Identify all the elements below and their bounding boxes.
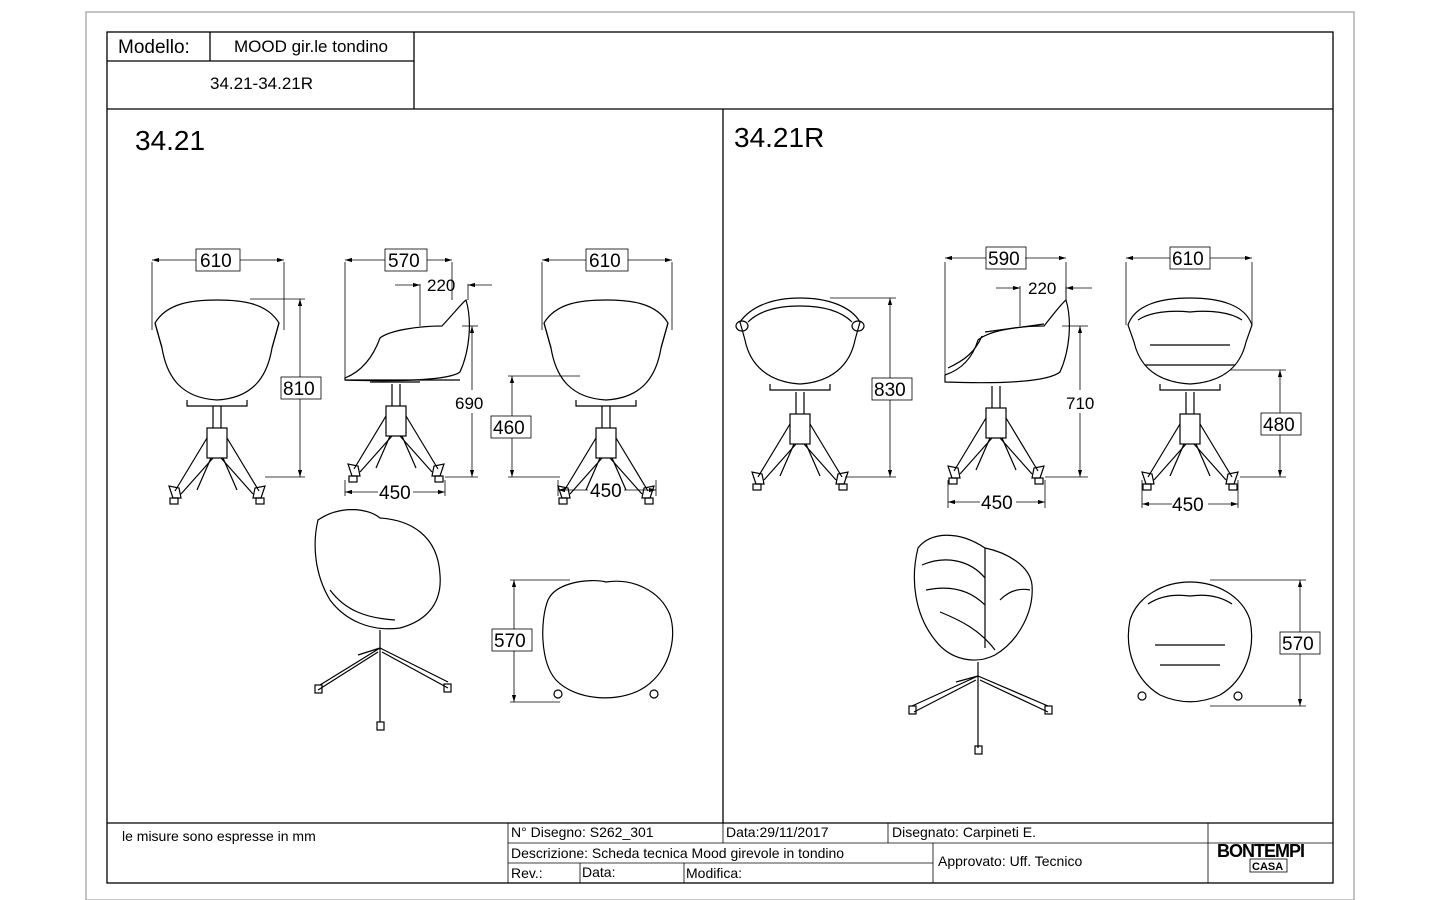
left-top-view	[492, 580, 673, 702]
dim-left-side-depth: 570	[388, 251, 420, 272]
model-codes: 34.21-34.21R	[210, 74, 314, 93]
right-top-view	[1128, 580, 1320, 706]
dim-left-side-arm-height: 690	[455, 394, 484, 413]
left-front-view	[152, 249, 321, 504]
approved-by: Approvato: Uff. Tecnico	[938, 853, 1083, 869]
description: Descrizione: Scheda tecnica Mood girevole in tondino	[511, 845, 845, 861]
left-back-view	[491, 249, 672, 504]
dim-right-back-base: 450	[1172, 495, 1204, 516]
dim-right-side-arm-height: 710	[1066, 394, 1095, 413]
logo-sub: CASA	[1252, 861, 1284, 873]
logo-text: BONTEMPI	[1217, 841, 1305, 861]
dim-left-side-base: 450	[379, 483, 411, 504]
left-side-view	[345, 249, 492, 504]
right-isometric-view	[909, 535, 1052, 754]
dim-right-front-height: 830	[874, 380, 906, 401]
dim-right-side-base: 450	[981, 493, 1013, 514]
drawing-number: N° Disegno: S262_301	[511, 824, 654, 840]
dim-left-back-base: 450	[590, 481, 622, 502]
modifica-label: Modifica:	[686, 865, 743, 881]
right-front-view	[736, 298, 912, 490]
drawn-by: Disegnato: Carpineti E.	[892, 824, 1036, 840]
right-back-view	[1126, 247, 1301, 516]
dim-left-back-width: 610	[589, 251, 621, 272]
bontempi-logo	[1217, 841, 1304, 873]
dim-right-top-depth: 570	[1282, 634, 1314, 655]
right-side-view	[945, 247, 1094, 514]
data-label: Data:	[582, 864, 616, 880]
right-panel-title: 34.21R	[734, 122, 825, 153]
dim-right-side-depth: 590	[988, 249, 1020, 270]
dim-right-side-arm: 220	[1028, 279, 1057, 298]
left-panel-title: 34.21	[135, 125, 206, 156]
dim-left-front-width: 610	[200, 251, 232, 272]
modello-label: Modello:	[118, 37, 190, 58]
units-note: le misure sono espresse in mm	[122, 828, 316, 844]
model-name: MOOD gir.le tondino	[234, 37, 389, 56]
dim-left-back-seat-height: 460	[493, 418, 525, 439]
dim-right-back-width: 610	[1172, 249, 1204, 270]
dim-left-top-depth: 570	[494, 631, 526, 652]
drawing-date: Data:29/11/2017	[726, 824, 829, 840]
dim-right-back-seat-height: 480	[1263, 415, 1295, 436]
left-isometric-view	[315, 510, 451, 730]
dim-left-front-height: 810	[283, 379, 315, 400]
dim-left-side-arm: 220	[427, 276, 456, 295]
rev-label: Rev.:	[511, 865, 543, 881]
